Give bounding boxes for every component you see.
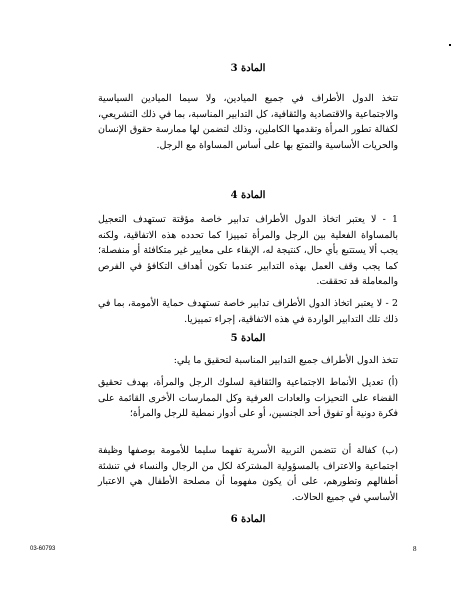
article-4-paragraph-1: 1 - لا يعتبر اتخاذ الدول الأطراف تدابير خاصة مؤقتة تستهدف التعجيل بالمساواة الفعلية بين الرجل والمرأة تمييزا كما تحدده هذه الاتفاقية، ولكنه يجب ألا يستتبع بأي حال، كنتيجة له، الإبقاء على معايير غير متكافئة أو منفصلة؛ كما يجب وقف العمل بهذه التدابير عندما تكون أهداف التكافؤ في الفرص والمعاملة قد تحققت. (98, 214, 398, 288)
page-number: 8 (413, 545, 417, 553)
article-5-item-a: (أ) تعديل الأنماط الاجتماعية والثقافية لسلوك الرجل والمرأة، بهدف تحقيق القضاء على التحيزات والعادات العرفية وكل الممارسات الأخرى القائمة على فكرة دونية أو تفوق أحد الجنسين، أو على أدوار نمطية للرجل والمرأة؛ (98, 377, 398, 420)
article-5-intro: تتخذ الدول الأطراف جميع التدابير المناسبة لتحقيق ما يلي: (173, 355, 398, 366)
article-4-paragraph-2: 2 - لا يعتبر اتخاذ الدول الأطراف تدابير خاصة تستهدف حماية الأمومة، بما في ذلك تلك التدابير الواردة في هذه الاتفاقية، إجراء تمييزيا. (98, 298, 398, 325)
article-6-heading: المادة 6 (230, 514, 266, 525)
article-4-heading: المادة 4 (230, 190, 266, 201)
article-3-body: تتخذ الدول الأطراف في جميع الميادين، ولا سيما الميادين السياسية والاجتماعية والاقتصادية والثقافية، كل التدابير المناسبة، بما في ذلك التشريعي، لكفالة تطور المرأة وتقدمها الكاملين، وذلك لتضمن لها ممارسة حقوق الإنسان والحريات الأساسية والتمتع بها على أساس المساواة مع الرجل. (98, 93, 398, 151)
article-5-item-b: (ب) كفالة أن تتضمن التربية الأسرية تفهما سليما للأمومة بوصفها وظيفة اجتماعية والاعتراف بالمسؤولية المشتركة لكل من الرجال والنساء في تنشئة أطفالهم وتطورهم، على أن يكون مفهوما أن مصلحة الأطفال هي الاعتبار الأساسي في جميع الحالات. (98, 445, 398, 503)
document-code: 03-60793 (30, 546, 56, 552)
article-3-heading: المادة 3 (230, 63, 266, 74)
corner-mark (449, 44, 451, 46)
article-5-heading: المادة 5 (230, 333, 266, 344)
